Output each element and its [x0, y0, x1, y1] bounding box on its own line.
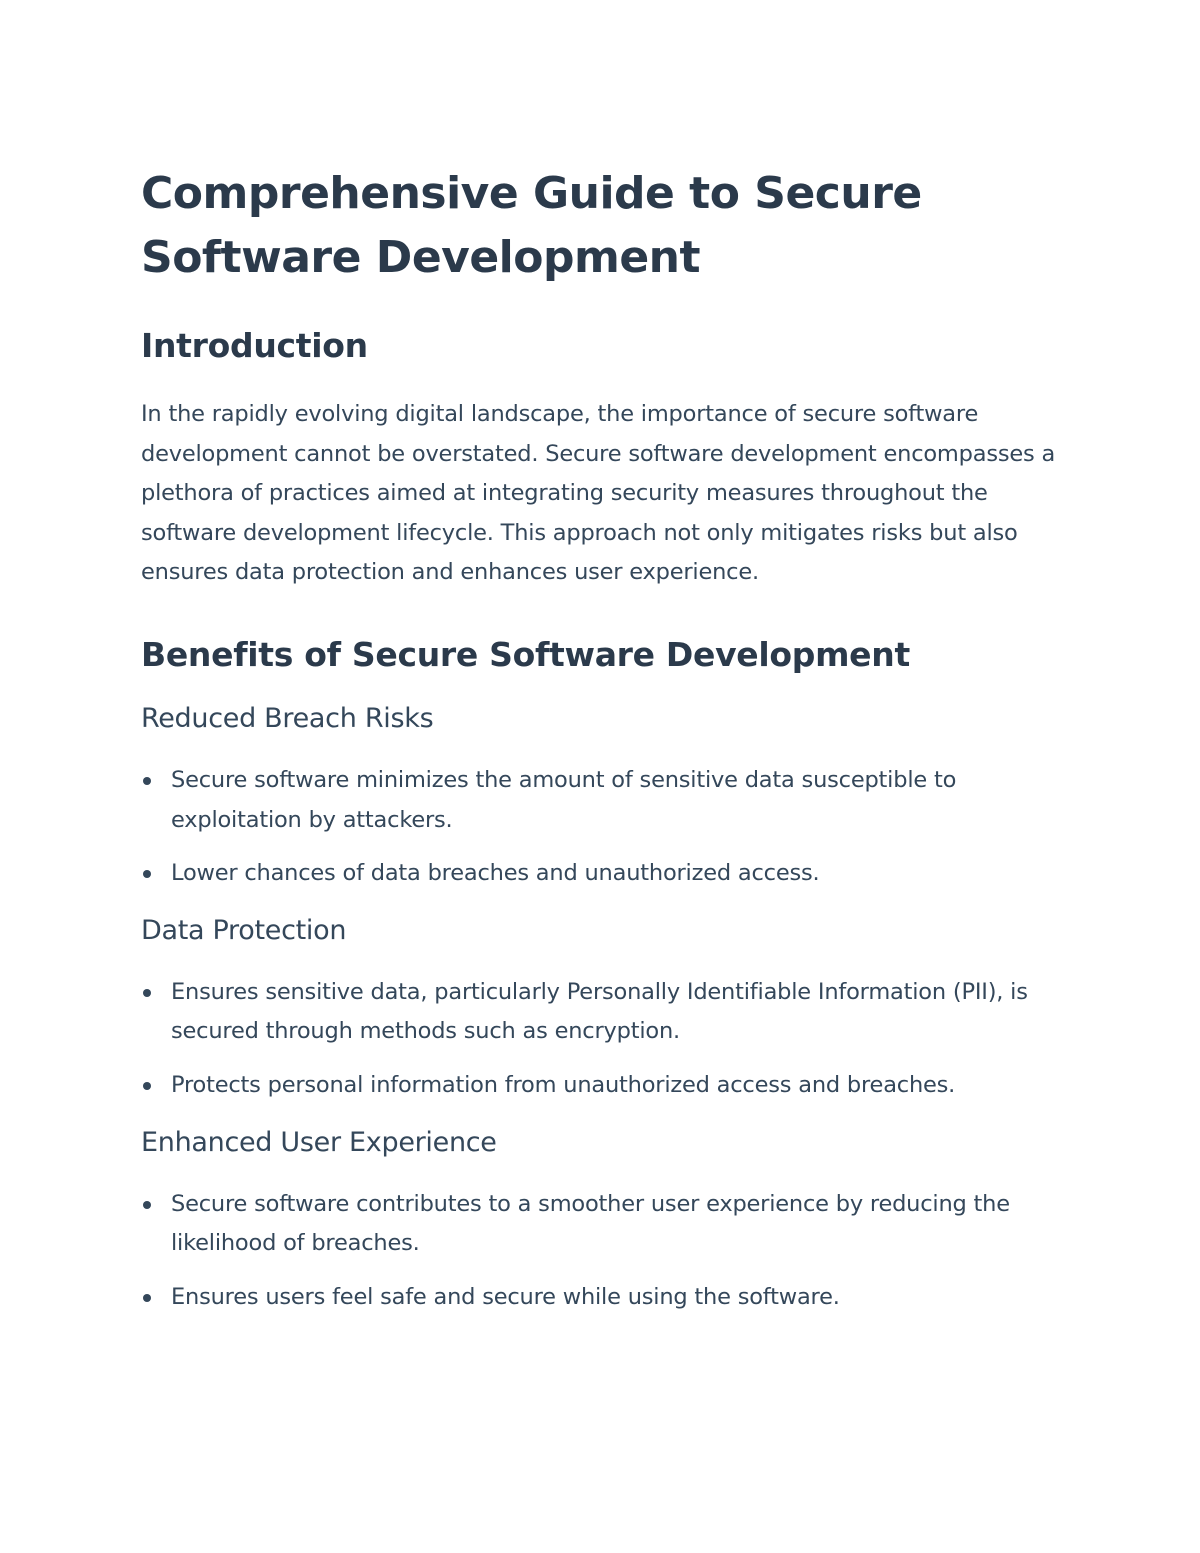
section-heading: Reduced Breach Risks	[141, 702, 434, 734]
section-reduced-breach-risks	[141, 702, 1071, 894]
introduction-paragraph: In the rapidly evolving digital landscape, the importance of secure software development cannot be overstated. Secure software development encompasses a plethora of practices aimed at integrating security measures throughout the software development lifecycle. This approach not only mitigates risks but also ensures data protection and enhances user experience.	[141, 401, 1056, 586]
introduction-heading: Introduction	[141, 326, 368, 365]
benefits-heading: Benefits of Secure Software Development	[141, 634, 910, 674]
list-item	[141, 761, 1071, 840]
bullet-icon	[143, 1294, 151, 1302]
section-data-protection	[141, 914, 1071, 1106]
list-item	[141, 1066, 1071, 1106]
section-enhanced-user-experience	[141, 1126, 1071, 1318]
document-title: Comprehensive Guide to Secure Software Development	[141, 168, 922, 283]
list-item-text: Lower chances of data breaches and unauthorized access.	[171, 860, 820, 887]
list-item	[141, 1278, 1071, 1318]
document-page	[141, 162, 1071, 1317]
bullet-icon	[143, 989, 151, 997]
section-heading: Data Protection	[141, 914, 347, 946]
list-item-text: Secure software minimizes the amount of sensitive data susceptible to exploitation by attackers.	[171, 766, 957, 833]
bullet-list	[141, 761, 1071, 894]
bullet-list	[141, 1185, 1071, 1318]
bullet-list	[141, 973, 1071, 1106]
list-item	[141, 1185, 1071, 1264]
bullet-icon	[143, 870, 151, 878]
section-heading: Enhanced User Experience	[141, 1126, 497, 1158]
list-item	[141, 973, 1071, 1052]
bullet-icon	[143, 1201, 151, 1209]
list-item-text: Ensures sensitive data, particularly Personally Identifiable Information (PII), is secured through methods such as encryption.	[171, 978, 1028, 1045]
list-item-text: Ensures users feel safe and secure while using the software.	[171, 1283, 840, 1310]
list-item	[141, 854, 1071, 894]
list-item-text: Protects personal information from unauthorized access and breaches.	[171, 1071, 956, 1098]
bullet-icon	[143, 777, 151, 785]
list-item-text: Secure software contributes to a smoother user experience by reducing the likelihood of breaches.	[171, 1190, 1010, 1257]
bullet-icon	[143, 1082, 151, 1090]
